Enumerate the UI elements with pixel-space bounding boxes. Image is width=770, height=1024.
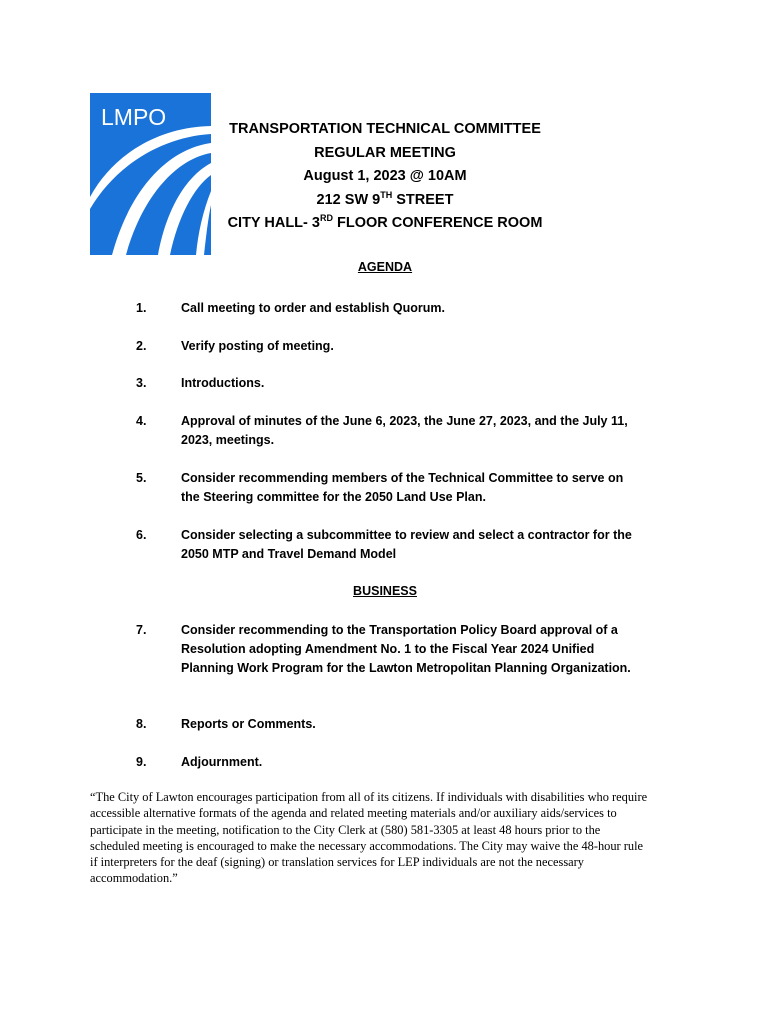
item-number: 2. bbox=[136, 339, 147, 353]
address-street: STREET bbox=[392, 191, 454, 208]
item-text: Consider recommending to the Transportation Policy Board approval of a Resolution adopting Amendment No. 1 to the Fiscal Year 2024 Unified Planning Work Program for the Lawton Metropolitan Planning Organization. bbox=[181, 623, 631, 675]
logo-text: LMPO bbox=[101, 104, 167, 130]
business-heading: BUSINESS bbox=[353, 584, 417, 598]
item-number: 4. bbox=[136, 414, 147, 428]
item-text: Consider selecting a subcommittee to review and select a contractor for the 2050 MTP and Travel Demand Model bbox=[181, 528, 632, 561]
accessibility-notice: “The City of Lawton encourages participation from all of its citizens. If individuals with disabilities who require accessible alternative formats of the agenda and related meeting materials and/or auxiliary aids/services to participate in the meeting, notification to the City Clerk at (580) 581-3305 at least 48 hours prior to the scheduled meeting is encouraged to make the necessary accommodations. The City may waive the 48-hour rule if interpreters for the deaf (signing) or translation services for LEP individuals are not the necessary accommodation.” bbox=[90, 790, 648, 886]
item-text: Call meeting to order and establish Quorum. bbox=[181, 301, 445, 315]
item-text: Reports or Comments. bbox=[181, 717, 316, 731]
location-superscript: RD bbox=[319, 213, 333, 224]
item-number: 9. bbox=[136, 755, 147, 769]
lmpo-logo-graphic bbox=[90, 93, 211, 255]
item-number: 3. bbox=[136, 376, 147, 390]
item-number: 6. bbox=[136, 528, 147, 542]
location-prefix: CITY HALL- 3 bbox=[227, 215, 320, 232]
item-number: 7. bbox=[136, 623, 147, 637]
item-text: Introductions. bbox=[181, 376, 265, 390]
lmpo-logo bbox=[90, 93, 211, 255]
item-text: Consider recommending members of the Technical Committee to serve on the Steering committee for the 2050 Land Use Plan. bbox=[181, 471, 624, 504]
item-text: Approval of minutes of the June 6, 2023, the June 27, 2023, and the July 11, 2023, meetings. bbox=[181, 414, 628, 447]
item-number: 8. bbox=[136, 717, 147, 731]
location-room: FLOOR CONFERENCE ROOM bbox=[332, 215, 543, 232]
item-text: Verify posting of meeting. bbox=[181, 339, 334, 353]
meeting-date-time: August 1, 2023 @ 10AM bbox=[303, 168, 467, 185]
meeting-type: REGULAR MEETING bbox=[314, 144, 456, 161]
address-number: 212 SW 9 bbox=[316, 191, 381, 208]
item-number: 1. bbox=[136, 301, 147, 315]
agenda-heading: AGENDA bbox=[357, 260, 413, 274]
address-superscript: TH bbox=[380, 189, 393, 200]
committee-name: TRANSPORTATION TECHNICAL COMMITTEE bbox=[229, 121, 541, 137]
meeting-location bbox=[215, 212, 555, 236]
item-number: 5. bbox=[136, 471, 147, 485]
item-text: Adjournment. bbox=[181, 755, 263, 769]
meeting-address bbox=[215, 189, 555, 213]
meeting-header bbox=[215, 118, 555, 236]
